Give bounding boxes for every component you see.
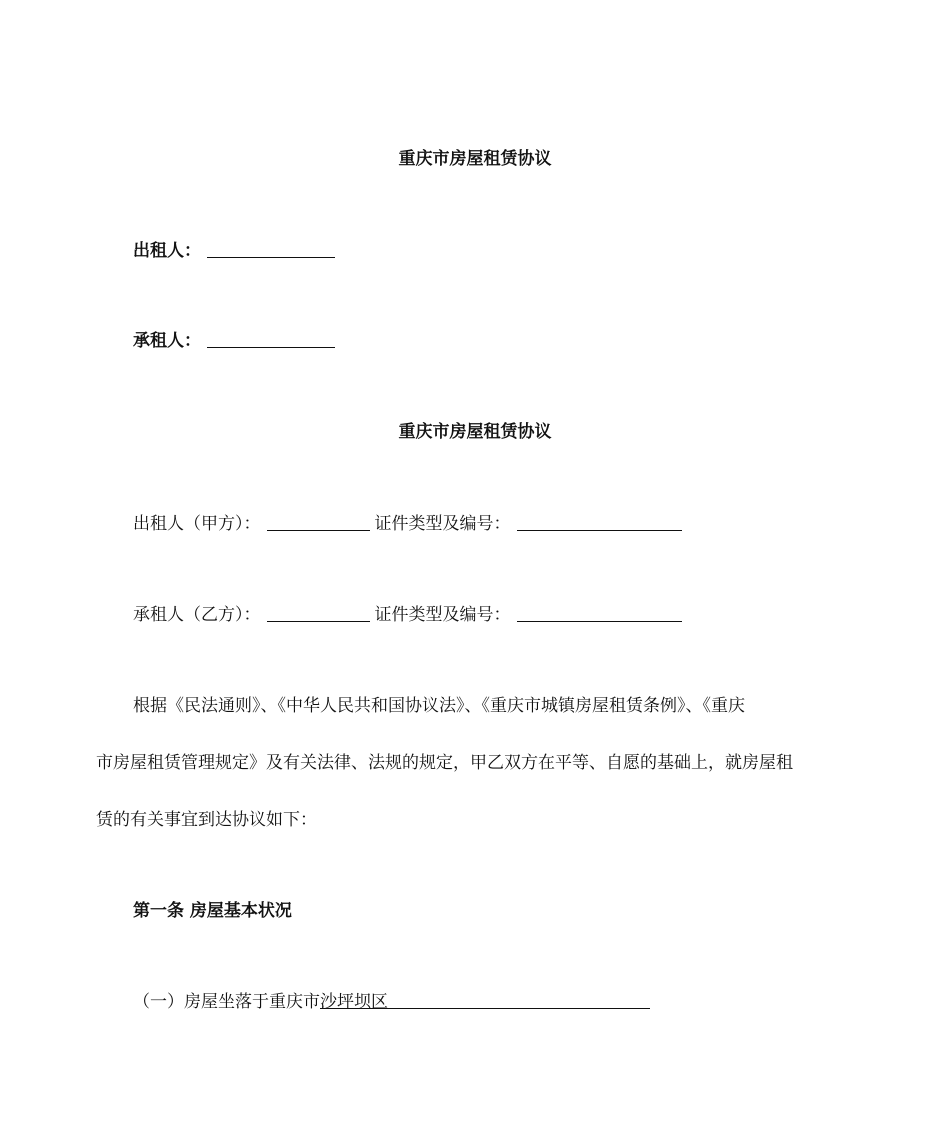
lessor-field-row xyxy=(133,239,335,263)
lessor-blank[interactable] xyxy=(207,241,335,258)
lessee-field-row xyxy=(133,329,335,353)
lessor-label: 出租人： xyxy=(133,241,201,261)
item-1-prefix: （一）房屋坐落于重庆市 xyxy=(133,992,320,1012)
item-1-row xyxy=(133,990,650,1014)
party-b-label: 承租人（乙方）： xyxy=(133,605,261,625)
party-a-id-blank[interactable] xyxy=(517,514,682,531)
party-b-id-blank[interactable] xyxy=(517,605,682,622)
preamble-line-3: 赁的有关事宜到达协议如下： xyxy=(96,810,317,830)
party-b-name-blank[interactable] xyxy=(267,605,370,622)
item-1-address-blank[interactable] xyxy=(388,992,650,1009)
item-1-district: 沙坪坝区 xyxy=(320,992,388,1012)
party-a-row xyxy=(133,512,682,536)
party-a-label: 出租人（甲方）： xyxy=(133,514,261,534)
party-b-id-label: 证件类型及编号： xyxy=(374,605,511,625)
preamble-line-1: 根据《民法通则》、《中华人民共和国协议法》、《重庆市城镇房屋租赁条例》、《重庆 xyxy=(133,696,745,716)
preamble-line-2: 市房屋租赁管理规定》及有关法律、法规的规定，甲乙双方在平等、自愿的基础上，就房屋租 xyxy=(96,753,793,773)
agreement-title: 重庆市房屋租赁协议 xyxy=(398,422,552,442)
article-1-heading: 第一条 房屋基本状况 xyxy=(133,901,292,921)
lessee-label: 承租人： xyxy=(133,331,201,351)
party-a-id-label: 证件类型及编号： xyxy=(374,514,511,534)
party-b-row xyxy=(133,603,682,627)
document-title: 重庆市房屋租赁协议 xyxy=(398,149,552,169)
party-a-name-blank[interactable] xyxy=(267,514,370,531)
lessee-blank[interactable] xyxy=(207,331,335,348)
